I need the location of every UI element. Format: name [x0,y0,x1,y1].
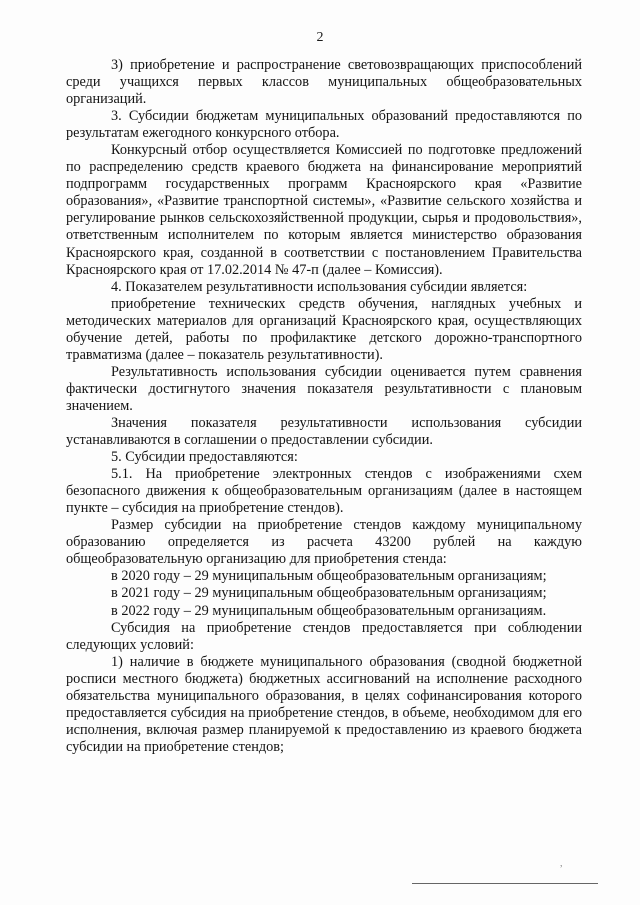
paragraph: 3) приобретение и распространение световозвращающих приспособлений среди учащихся первых классов муниципальных общеобразовательных организаций. [66,57,582,108]
list-item: в 2020 году – 29 муниципальным общеобразовательным организациям; [111,568,547,585]
paragraph: Конкурсный отбор осуществляется Комиссией по подготовке предложений по распределению средств краевого бюджета на финансирование мероприятий подпрограмм государственных программ Красноярского края «Развитие образования», «Развитие транспортной системы», «Развитие сельского хозяйства и регулирование рынков сельскохозяйственной продукции, сырья и продовольствия», ответственным исполнителем по которым является министерство образования Красноярского края, созданной в соответствии с постановлением Правительства Красноярского края от 17.02.2014 № 47-п (далее – Комиссия). [66,142,582,278]
page-number: 2 [316,30,324,45]
paragraph: Субсидия на приобретение стендов предоставляется при соблюдении следующих условий: [66,619,582,653]
paragraph: Результативность использования субсидии оценивается путем сравнения фактически достигнутого значения показателя результативности с плановым значением. [66,363,582,414]
scan-dot: , [560,858,563,869]
footer-rule [412,883,598,884]
paragraph: Значения показателя результативности использования субсидии устанавливаются в соглашении о предоставлении субсидии. [66,414,582,449]
paragraph: 3. Субсидии бюджетам муниципальных образований предоставляются по результатам ежегодного конкурсного отбора. [66,108,582,142]
document-body [66,57,582,756]
paragraph: приобретение технических средств обучения, наглядных учебных и методических материалов для организаций Красноярского края, осуществляющих обучение детей, работы по профилактике детского дорожно-транспортного травматизма (далее – показатель результативности). [66,295,582,363]
paragraph: 5.1. На приобретение электронных стендов с изображениями схем безопасного движения к общеобразовательным организациям (далее в настоящем пункте – субсидия на приобретение стендов). [66,466,582,517]
paragraph: 1) наличие в бюджете муниципального образования (сводной бюджетной росписи местного бюджета) бюджетных ассигнований на исполнение расходного обязательства муниципального образования, в целях софинансирования которого предоставляется субсидия на приобретение стендов, в объеме, необходимом для его исполнения, включая размер планируемой к предоставлению из краевого бюджета субсидии на приобретение стендов; [66,653,582,755]
paragraph: Размер субсидии на приобретение стендов каждому муниципальному образованию определяется из расчета 43200 рублей на каждую общеобразовательную организацию для приобретения стенда: [66,517,582,568]
list-item: в 2022 году – 29 муниципальным общеобразовательным организациям. [111,602,547,619]
list-item: в 2021 году – 29 муниципальным общеобразовательным организациям; [111,585,547,602]
paragraph: 5. Субсидии предоставляются: [111,449,298,466]
paragraph: 4. Показателем результативности использования субсидии является: [111,278,528,295]
